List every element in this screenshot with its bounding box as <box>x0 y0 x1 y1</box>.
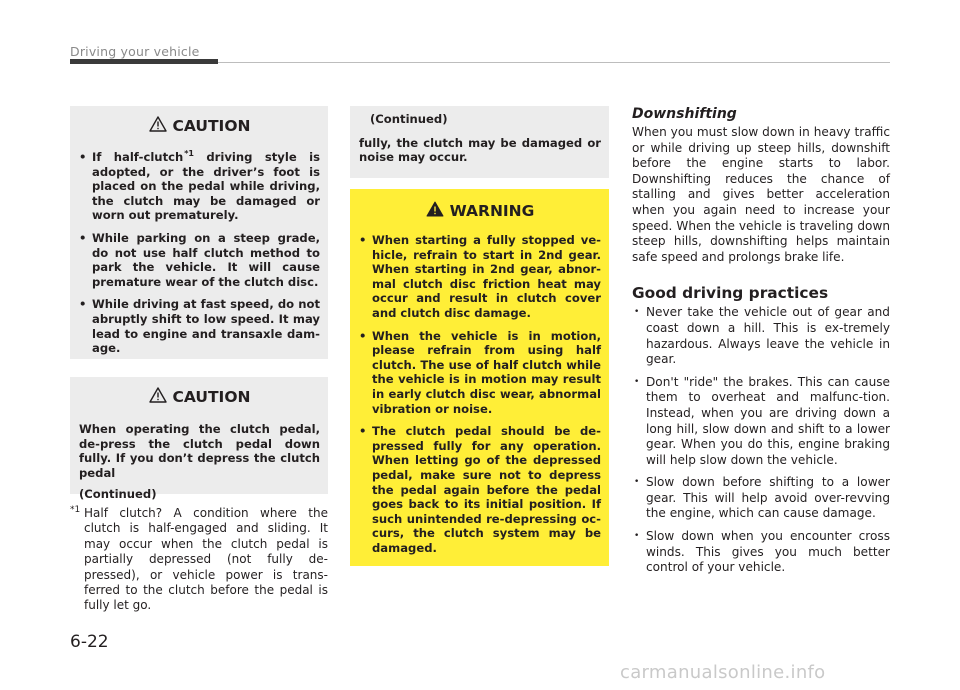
practice-item: • Slow down when you encounter cross winds. This gives you much better control of your vehicle. <box>632 529 890 576</box>
caution-heading <box>79 106 320 142</box>
page-number: 6-22 <box>70 632 109 652</box>
watermark: carmanualsonline.info <box>620 662 826 683</box>
warning-triangle-icon <box>426 201 444 221</box>
continued-label: (Continued) <box>79 487 157 502</box>
footnote-text: Half clutch? A condition where the clutch is half-engaged and sliding. It may occur when the clutch pedal is partially depressed (not fully de-pressed), or vehicle power is trans-ferred to the clutch before the pedal is fully let go. <box>84 506 328 613</box>
warning-triangle-icon <box>149 116 167 136</box>
warning-item: • The clutch pedal should be de-pressed fully for any operation. When letting go of the depressed pedal, make sure not to depress the pedal again before the pedal goes back to its initial position. If such unintended re-depressing oc-curs, the clutch system may be damaged. <box>359 424 601 555</box>
caution-item: • While driving at fast speed, do not abruptly shift to low speed. It may lead to engine and transaxle dam-age. <box>79 297 320 355</box>
warning-list <box>359 233 601 555</box>
warning-box <box>350 189 609 566</box>
caution-box-1 <box>70 106 328 359</box>
caution-item <box>79 150 320 223</box>
caution-list <box>79 150 320 356</box>
practice-item: • Never take the vehicle out of gear and coast down a hill. This is ex-tremely hazardous. Always leave the vehicle in gear. <box>632 305 890 367</box>
caution-item-text: driving style is adopted, or the driver’s foot is placed on the pedal while driving, the clutch may be damaged or worn out prematurely. <box>92 150 320 223</box>
practice-item: • Don't "ride" the brakes. This can cause them to overheat and malfunc-tion. Instead, when you are driving down a long hill, slow down and shift to a lower gear. When you do this, engine braking will help slow down the vehicle. <box>632 375 890 469</box>
downshifting-heading: Downshifting <box>632 106 737 122</box>
caution-title: CAUTION <box>172 388 251 406</box>
caution-text: When operating the clutch pedal, de-press the clutch pedal down fully. If you don’t depress the clutch pedal <box>79 422 320 480</box>
continued-text: fully, the clutch may be damaged or noise may occur. <box>359 135 601 165</box>
good-practices-list <box>632 305 890 576</box>
header-rule <box>218 62 890 63</box>
continued-caution-box <box>350 106 609 178</box>
header-accent-bar <box>70 59 218 64</box>
warning-heading <box>359 189 601 227</box>
right-column <box>632 106 890 583</box>
practice-item: • Slow down before shifting to a lower gear. This will help avoid over-revving the engine, which can cause damage. <box>632 475 890 522</box>
warning-item: • When starting a fully stopped ve-hicle, refrain to start in 2nd gear. When starting in 2nd gear, abnor-mal clutch disc friction heat may occur and result in clutch cover and clutch disc damage. <box>359 233 601 321</box>
good-practices-heading: Good driving practices <box>632 284 829 303</box>
downshifting-text: When you must slow down in heavy traffic or while driving up steep hills, downshift before the engine starts to labor. Downshifting reduces the chance of stalling and gives better acceleration when you again need to increase your speed. When the vehicle is traveling down steep hills, downshifting helps maintain safe speed and prolongs brake life. <box>632 125 890 264</box>
warning-item: • When the vehicle is in motion, please refrain from using half clutch. The use of half clutch while the vehicle is in motion may result in early clutch disc wear, abnormal vibration or noise. <box>359 329 601 417</box>
caution-title: CAUTION <box>172 117 251 135</box>
caution-item-text: If half-clutch <box>92 150 184 164</box>
continued-title: (Continued) <box>370 112 448 126</box>
footnote-marker: *1 <box>70 505 81 515</box>
section-header-title: Driving your vehicle <box>70 44 200 59</box>
footnote <box>70 506 328 614</box>
caution-heading <box>79 377 320 413</box>
warning-triangle-icon <box>149 387 167 407</box>
footnote-reference: *1 <box>184 149 194 158</box>
caution-item: • While parking on a steep grade, do not use half clutch method to park the vehicle. It will cause premature wear of the clutch disc. <box>79 231 320 289</box>
warning-title: WARNING <box>449 201 535 220</box>
caution-box-2 <box>70 377 328 502</box>
